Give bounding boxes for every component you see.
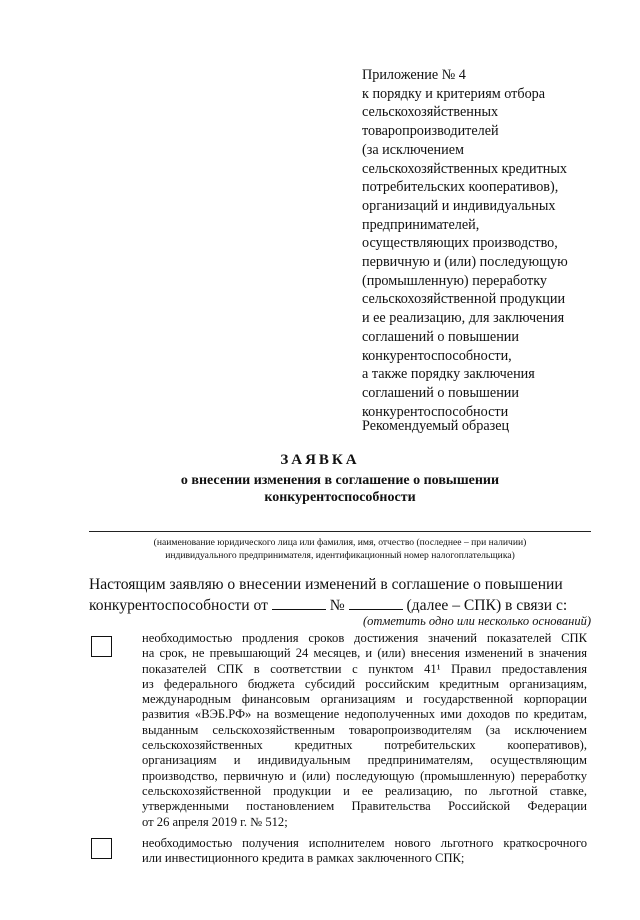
appendix-line: организаций и индивидуальных [362, 197, 556, 214]
form-title: ЗАЯВКА [280, 452, 360, 468]
appendix-line: соглашений о повышении [362, 328, 519, 345]
reason-line: или инвестиционного кредита в рамках заключенного СПК; [142, 851, 465, 866]
form-subtitle-line: конкурентоспособности [264, 490, 416, 505]
reason-line: развития «ВЭБ.РФ» на возмещение недополученных ими доходов по кредитам, [142, 707, 587, 722]
appendix-line: осуществляющих производство, [362, 235, 558, 252]
appendix-line: сельскохозяйственных кредитных [362, 160, 567, 177]
reason-line: производство, первичную и (или) последующую (промышленную) переработку [142, 768, 587, 783]
statement-text [89, 575, 591, 616]
form-subtitle-line: о внесении изменения в соглашение о повышении [180, 473, 500, 488]
sample-label: Рекомендуемый образец [362, 418, 510, 434]
appendix-line: товаропроизводителей [362, 123, 499, 140]
reason-line: утвержденными постановлением Правительства Российской Федерации [142, 799, 587, 814]
reason-1-checkbox[interactable] [91, 636, 112, 657]
reason-line: сельскохозяйственных кредитных потребительских кооперативов), [142, 738, 587, 753]
reason-line: на срок, не превышающий 24 месяцев, и (или) внесения изменений в значения [142, 646, 587, 661]
appendix-line: и ее реализацию, для заключения [362, 310, 565, 327]
reason-line: необходимостью получения исполнителем нового льготного краткосрочного [142, 836, 587, 850]
reason-2-text [142, 836, 587, 867]
selection-hint: (отметить одно или несколько оснований) [362, 614, 591, 628]
appendix-line: а также порядку заключения [362, 366, 535, 383]
reason-line: из федерального бюджета субсидий российским кредитным организациям, [142, 676, 587, 691]
appendix-header [362, 66, 612, 421]
appendix-line: конкурентоспособности, [362, 347, 512, 364]
appendix-line: (за исключением [362, 141, 464, 158]
statement-part: (далее – СПК) в связи с: [406, 597, 568, 614]
reason-line: от 26 апреля 2019 г. № 512; [142, 814, 288, 829]
appendix-line: конкурентоспособности [362, 403, 509, 420]
reason-line: организациям и индивидуальным предпринимателям, осуществляющим [142, 753, 587, 768]
applicant-name-field[interactable] [89, 531, 591, 532]
caption-line: индивидуального предпринимателя, идентификационный номер налогоплательщика) [165, 550, 515, 561]
appendix-line: сельскохозяйственной продукции [362, 291, 566, 308]
agreement-number-field[interactable] [349, 595, 403, 610]
appendix-line: потребительских кооперативов), [362, 179, 559, 196]
agreement-date-field[interactable] [272, 595, 326, 610]
appendix-line: (промышленную) переработку [362, 272, 547, 289]
appendix-line: предпринимателей, [362, 216, 480, 233]
statement-part: № [329, 597, 345, 614]
reason-1-text [142, 631, 587, 830]
appendix-line: соглашений о повышении [362, 384, 519, 401]
appendix-line: Приложение № 4 [362, 67, 466, 83]
reason-line: сельскохозяйственной продукции и ее реализацию, по льготной ставке, [142, 783, 587, 798]
statement-line: Настоящим заявляю о внесении изменений в соглашение о повышении [89, 576, 563, 593]
statement-line [89, 595, 591, 616]
appendix-line: сельскохозяйственных [362, 104, 499, 121]
appendix-line: к порядку и критериям отбора [362, 85, 546, 102]
form-subtitle [140, 472, 540, 506]
reason-2-checkbox[interactable] [91, 838, 112, 859]
reason-line: международным финансовым организациям и государственной корпорации [142, 692, 587, 707]
appendix-line: первичную и (или) последующую [362, 254, 568, 271]
caption-line: (наименование юридического лица или фамилия, имя, отчество (последнее – при наличии) [153, 537, 527, 548]
reason-line: выданным сельскохозяйственным товаропроизводителям (за исключением [142, 722, 587, 737]
reason-line: показателей СПК в соответствии с пунктом 41¹ Правил предоставления [142, 661, 587, 676]
statement-part: конкурентоспособности от [89, 597, 268, 614]
reason-line: необходимостью продления сроков достижения значений показателей СПК [142, 631, 587, 645]
applicant-name-caption [89, 536, 591, 562]
